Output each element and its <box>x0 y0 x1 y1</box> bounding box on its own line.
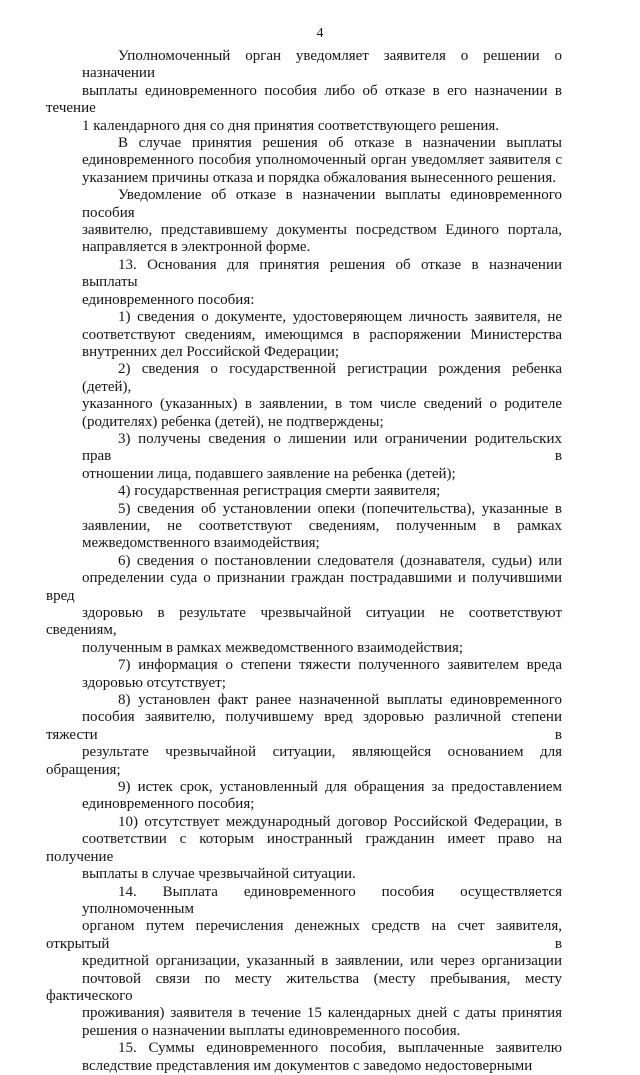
text-line: решения о назначении выплаты единовременного пособия. <box>82 1022 461 1039</box>
paragraph <box>82 187 598 257</box>
paragraph <box>82 431 598 483</box>
text-line: полученным в рамках межведомственного взаимодействия; <box>82 639 464 656</box>
text-line: 14. Выплата единовременного пособия осуществляется уполномоченным <box>82 883 562 917</box>
text-line: заявителю, представившему документы посредством Единого портала, <box>82 222 562 239</box>
text-line: единовременного пособия: <box>82 291 255 308</box>
text-line: 7) информация о степени тяжести полученного заявителем вреда <box>118 657 562 674</box>
text-line: единовременного пособия; <box>82 796 255 813</box>
text-line: проживания) заявителя в течение 15 календарных дней с даты принятия <box>82 1005 562 1022</box>
text-line: межведомственного взаимодействия; <box>82 535 320 552</box>
text-line: выплаты в случае чрезвычайной ситуации. <box>82 866 356 883</box>
text-line: заявлении, не соответствуют сведениям, полученным в рамках <box>82 517 562 534</box>
text-line: отношении лица, подавшего заявление на ребенка (детей); <box>82 465 456 482</box>
paragraph <box>82 1040 598 1075</box>
paragraph <box>82 501 598 553</box>
text-line: 3) получены сведения о лишении или ограничении родительских прав в <box>82 430 562 465</box>
text-line: 1 календарного дня со дня принятия соответствующего решения. <box>82 117 500 134</box>
text-line: 4) государственная регистрация смерти заявителя; <box>118 483 441 500</box>
text-line: (родителях) ребенка (детей), не подтверждены; <box>82 413 384 430</box>
text-line: соответствуют сведениям, имеющимся в распоряжении Министерства <box>82 326 562 343</box>
text-line: здоровью в результате чрезвычайной ситуации не соответствуют сведениям, <box>46 605 562 639</box>
text-line: Уведомление об отказе в назначении выплаты единовременного пособия <box>82 187 562 221</box>
paragraph <box>46 552 598 657</box>
text-line: 10) отсутствует международный договор Российской Федерации, в <box>118 813 562 830</box>
paragraph <box>82 657 598 692</box>
text-line: 1) сведения о документе, удостоверяющем личность заявителя, не <box>118 309 562 326</box>
paragraph <box>82 779 598 814</box>
paragraph <box>46 692 598 779</box>
text-line: почтовой связи по месту жительства (месту пребывания, месту фактического <box>46 970 562 1004</box>
text-line: соответствии с которым иностранный гражданин имеет право на получение <box>46 831 562 865</box>
text-line: Уполномоченный орган уведомляет заявителя о решении о назначении <box>82 48 562 82</box>
text-line: 13. Основания для принятия решения об отказе в назначении выплаты <box>82 256 562 291</box>
paragraph <box>82 135 598 187</box>
text-line: 2) сведения о государственной регистрации рождения ребенка (детей), <box>82 361 562 395</box>
text-line: выплаты единовременного пособия либо об отказе в его назначении в течение <box>46 82 562 117</box>
text-line: 9) истек срок, установленный для обращения за предоставлением <box>118 779 562 796</box>
text-line: здоровью отсутствует; <box>82 674 226 691</box>
text-line: указанного (указанных) в заявлении, в том числе сведений о родителе <box>82 396 562 413</box>
paragraph <box>82 483 598 500</box>
text-line: внутренних дел Российской Федерации; <box>82 343 340 360</box>
paragraph <box>82 361 598 431</box>
paragraph <box>82 309 598 361</box>
text-line: единовременного пособия уполномоченный орган уведомляет заявителя с <box>82 152 562 169</box>
text-line: В случае принятия решения об отказе в назначении выплаты <box>118 135 562 152</box>
text-line: 8) установлен факт ранее назначенной выплаты единовременного <box>118 692 562 709</box>
text-line: указанием причины отказа и порядка обжалования вынесенного решения. <box>82 169 556 186</box>
text-line: органом путем перечисления денежных средств на счет заявителя, открытый в <box>46 918 562 952</box>
text-line: кредитной организации, указанный в заявлении, или через организации <box>82 953 562 970</box>
text-line: 5) сведения об установлении опеки (попечительства), указанные в <box>118 500 562 517</box>
text-line: результате чрезвычайной ситуации, являющейся основанием для обращения; <box>46 744 562 778</box>
page-number: 4 <box>316 26 324 41</box>
text-line: направляется в электронной форме. <box>82 239 311 256</box>
paragraph <box>46 883 598 1041</box>
text-line: вследствие представления им документов с заведомо недостоверными <box>82 1057 533 1074</box>
text-line: 6) сведения о постановлении следователя (дознавателя, судьи) или <box>118 552 562 569</box>
paragraph <box>46 813 598 884</box>
paragraph <box>46 48 598 135</box>
text-line: 15. Суммы единовременного пособия, выплаченные заявителю <box>118 1040 562 1057</box>
text-line: определении суда о признании граждан пострадавшими и получившими вред <box>46 570 562 604</box>
document-body <box>46 48 598 1075</box>
paragraph <box>82 257 598 309</box>
text-line: пособия заявителю, получившему вред здоровью различной степени тяжести в <box>46 709 562 743</box>
